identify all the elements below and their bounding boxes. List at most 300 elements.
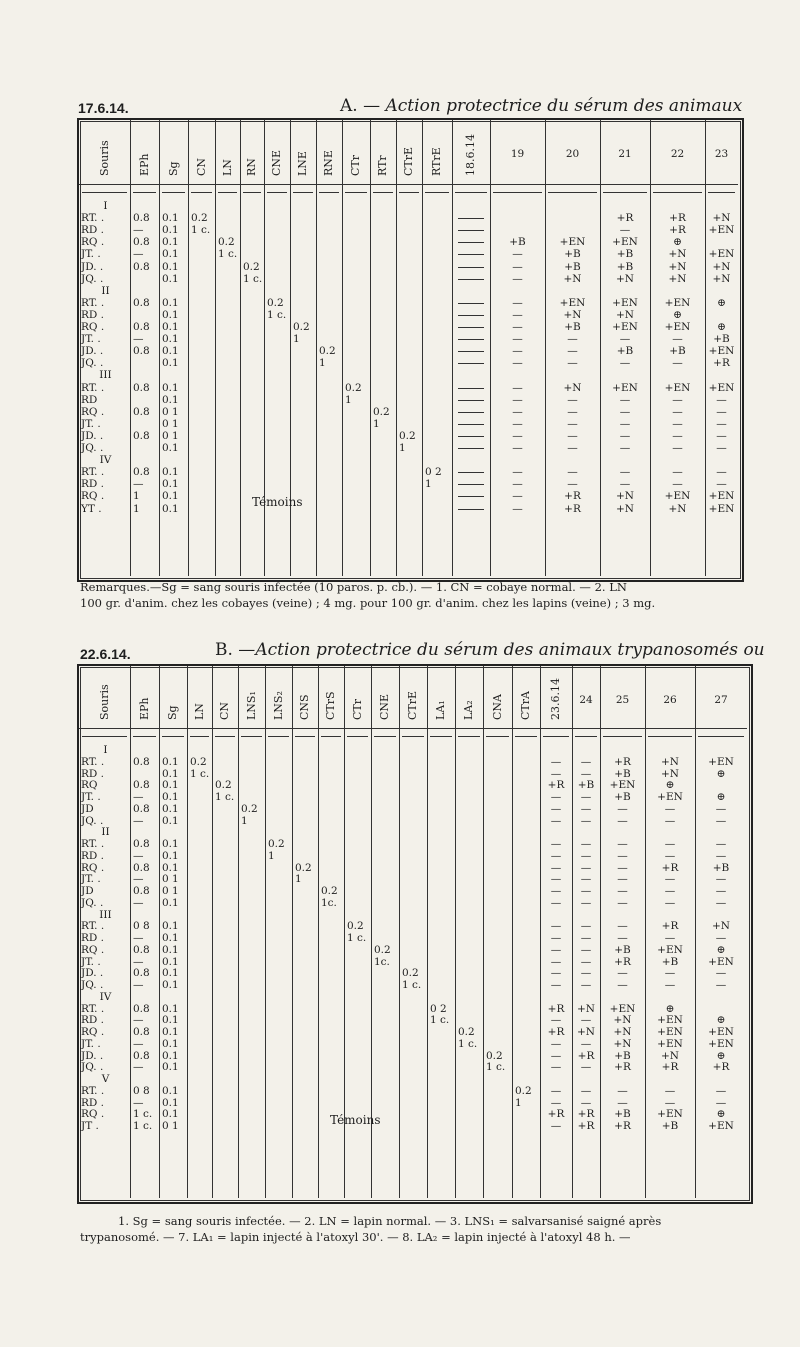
souris-cell: JQ. . bbox=[81, 896, 104, 909]
result-cell: — bbox=[550, 802, 562, 815]
result-cell: — bbox=[580, 967, 592, 980]
souris-cell: JQ. . bbox=[81, 1061, 104, 1074]
result-cell: — bbox=[567, 333, 578, 346]
column-header: RN bbox=[245, 158, 258, 176]
result-cell: ⊕ bbox=[716, 1108, 726, 1121]
result-cell: ⊕ bbox=[673, 308, 682, 321]
result-cell: +EN bbox=[708, 490, 735, 503]
column-rule bbox=[188, 120, 189, 576]
result-cell: +N bbox=[712, 260, 731, 273]
result-cell: ⊕ bbox=[665, 779, 675, 792]
result-cell: — bbox=[617, 896, 628, 909]
result-cell: — bbox=[512, 429, 523, 442]
column-header: LA₁ bbox=[434, 700, 447, 720]
result-cell: — bbox=[580, 791, 592, 803]
result-cell: — bbox=[619, 466, 631, 479]
eph-cell: — bbox=[133, 248, 144, 261]
result-cell: +EN bbox=[657, 1014, 683, 1027]
result-cell: +N bbox=[661, 755, 679, 768]
eph-cell: — bbox=[133, 932, 144, 944]
souris-cell: JQ. . bbox=[81, 442, 104, 454]
result-cell: — bbox=[715, 1096, 727, 1109]
footnote-b-line1: 1. Sg = sang souris infectée. — 2. LN = lapin normal. — 3. LNS₁ = salvarsanisé saigné après bbox=[118, 1214, 662, 1228]
result-cell: +R bbox=[547, 1108, 565, 1121]
column-header: 23.6.14 bbox=[549, 678, 562, 720]
date-dash bbox=[458, 496, 484, 497]
column-header: 27 bbox=[714, 694, 728, 706]
eph-cell: 0 8 bbox=[133, 920, 150, 933]
result-cell: — bbox=[664, 932, 676, 944]
sg-cell: 0.1 bbox=[162, 357, 179, 370]
column-header: LNE bbox=[296, 151, 309, 176]
dose-cell: 0.2 bbox=[319, 345, 336, 358]
souris-cell: RT. . bbox=[81, 212, 105, 225]
result-cell: — bbox=[617, 838, 628, 850]
date-dash bbox=[458, 242, 484, 243]
result-cell: — bbox=[664, 873, 676, 886]
header-dash bbox=[374, 736, 396, 737]
souris-cell: JQ. . bbox=[81, 357, 104, 370]
column-header: CTr bbox=[349, 154, 362, 176]
result-cell: +R bbox=[577, 1049, 595, 1062]
column-rule bbox=[483, 666, 484, 1198]
result-cell: — bbox=[580, 861, 592, 874]
column-rule bbox=[452, 120, 453, 576]
header-dash bbox=[698, 736, 744, 737]
result-cell: — bbox=[550, 943, 562, 956]
result-cell: +B bbox=[661, 1120, 679, 1132]
dose-cell: 1c. bbox=[374, 955, 390, 968]
souris-cell: RD . bbox=[81, 1014, 104, 1027]
date-dash bbox=[458, 230, 484, 231]
souris-cell: IV bbox=[99, 454, 112, 467]
souris-cell: RD bbox=[81, 393, 98, 406]
result-cell: +R bbox=[661, 861, 679, 874]
header-dash bbox=[458, 736, 480, 737]
result-cell: — bbox=[672, 405, 683, 418]
eph-cell: — bbox=[133, 1014, 144, 1027]
sg-cell: 0 1 bbox=[162, 873, 179, 886]
temoins-label: Témoins bbox=[252, 495, 303, 510]
result-cell: — bbox=[550, 896, 562, 909]
souris-cell: RQ . bbox=[81, 1026, 105, 1038]
eph-cell: 0.8 bbox=[133, 755, 150, 768]
result-cell: — bbox=[716, 478, 727, 491]
sg-cell: 0.1 bbox=[162, 212, 179, 225]
souris-cell: RQ . bbox=[81, 321, 105, 333]
column-rule bbox=[422, 120, 423, 576]
souris-cell: JD bbox=[81, 802, 94, 815]
result-cell: +EN bbox=[612, 381, 638, 394]
result-cell: — bbox=[664, 1084, 676, 1097]
result-cell: — bbox=[512, 321, 523, 333]
result-cell: — bbox=[664, 1096, 676, 1109]
souris-cell: RQ . bbox=[81, 236, 105, 249]
result-cell: +R bbox=[564, 502, 581, 515]
result-cell: +EN bbox=[609, 1002, 636, 1015]
souris-cell: RT. . bbox=[81, 920, 105, 933]
result-cell: +B bbox=[713, 333, 730, 346]
date-dash bbox=[458, 424, 484, 425]
souris-cell: RD . bbox=[81, 224, 104, 237]
header-dash bbox=[218, 192, 237, 193]
souris-cell: RQ . bbox=[81, 1108, 105, 1121]
date-dash bbox=[458, 484, 484, 485]
result-cell: — bbox=[567, 429, 578, 442]
column-header: 24 bbox=[579, 694, 593, 706]
result-cell: +EN bbox=[664, 321, 691, 333]
eph-cell: — bbox=[133, 849, 144, 862]
result-cell: +R bbox=[669, 224, 686, 237]
result-cell: — bbox=[716, 466, 727, 479]
result-cell: — bbox=[512, 490, 523, 503]
result-cell: +EN bbox=[559, 296, 586, 309]
date-dash bbox=[458, 279, 484, 280]
column-header: LA₂ bbox=[462, 700, 475, 720]
result-cell: — bbox=[715, 885, 727, 897]
result-cell: — bbox=[672, 333, 683, 346]
result-cell: — bbox=[567, 405, 578, 418]
sg-cell: 0.1 bbox=[162, 1014, 179, 1027]
result-cell: — bbox=[580, 979, 592, 991]
result-cell: ⊕ bbox=[673, 236, 682, 249]
date-dash bbox=[458, 448, 484, 449]
result-cell: — bbox=[567, 393, 578, 406]
result-cell: — bbox=[567, 417, 578, 430]
souris-cell: JT. . bbox=[81, 1037, 101, 1050]
column-header: 22 bbox=[670, 148, 685, 160]
dose-cell: 1 bbox=[319, 357, 326, 370]
eph-cell: — bbox=[133, 955, 144, 968]
result-cell: ⊕ bbox=[716, 943, 726, 956]
dose-cell: 1 c. bbox=[215, 791, 235, 803]
dose-cell: 1 c. bbox=[267, 308, 287, 321]
result-cell: — bbox=[672, 417, 683, 430]
souris-cell: RT. . bbox=[81, 296, 105, 309]
souris-cell: JQ. . bbox=[81, 814, 104, 827]
sg-cell: 0.1 bbox=[162, 955, 179, 968]
date-dash bbox=[458, 363, 484, 364]
header-dash bbox=[575, 736, 597, 737]
souris-cell: V bbox=[101, 1073, 110, 1085]
eph-cell: 0.8 bbox=[133, 429, 150, 442]
result-cell: +R bbox=[616, 212, 634, 225]
title-a: A. — Action protectrice du sérum des animaux bbox=[340, 96, 743, 116]
result-cell: — bbox=[716, 393, 727, 406]
dose-cell: 0.2 bbox=[458, 1026, 475, 1038]
header-dash bbox=[82, 736, 127, 737]
souris-cell: RQ . bbox=[81, 943, 105, 956]
sg-cell: 0.1 bbox=[162, 321, 179, 333]
result-cell: — bbox=[512, 502, 523, 515]
remarks-a-line1: Remarques.—Sg = sang souris infectée (10 paros. p. cb.). — 1. CN = cobaye normal. — 2. LN bbox=[80, 580, 627, 594]
result-cell: — bbox=[672, 478, 683, 491]
result-cell: +N bbox=[661, 767, 679, 780]
column-rule bbox=[265, 666, 266, 1198]
result-cell: ⊕ bbox=[717, 296, 726, 309]
result-cell: — bbox=[619, 442, 631, 454]
result-cell: +R bbox=[712, 1061, 730, 1074]
sg-cell: 0.1 bbox=[162, 1002, 179, 1015]
result-cell: — bbox=[617, 873, 628, 886]
eph-cell: 1 bbox=[133, 490, 140, 503]
result-cell: +EN bbox=[657, 1108, 683, 1121]
result-cell: — bbox=[619, 429, 631, 442]
eph-cell: 0.8 bbox=[133, 321, 150, 333]
sg-cell: 0.1 bbox=[162, 502, 179, 515]
eph-cell: — bbox=[133, 1061, 144, 1074]
result-cell: — bbox=[715, 873, 727, 886]
result-cell: +R bbox=[661, 920, 679, 933]
result-cell: — bbox=[580, 814, 592, 827]
result-cell: +EN bbox=[657, 1037, 683, 1050]
result-cell: — bbox=[550, 932, 562, 944]
sg-cell: 0.1 bbox=[162, 381, 179, 394]
result-cell: — bbox=[617, 979, 628, 991]
souris-cell: RT. . bbox=[81, 1084, 105, 1097]
eph-cell: 0.8 bbox=[133, 861, 150, 874]
result-cell: +N bbox=[563, 308, 582, 321]
footnote-b-line2: trypanosomé. — 7. LA₁ = lapin injecté à l'atoxyl 30'. — 8. LA₂ = lapin injecté à l'atoxyl 48 h. — bbox=[80, 1230, 631, 1244]
eph-cell: — bbox=[133, 1037, 144, 1050]
header-dash bbox=[162, 192, 185, 193]
result-cell: +B bbox=[614, 791, 631, 803]
souris-cell: JD. . bbox=[81, 260, 104, 273]
result-cell: — bbox=[512, 442, 523, 454]
result-cell: — bbox=[580, 943, 592, 956]
result-cell: — bbox=[715, 849, 727, 862]
result-cell: — bbox=[550, 1084, 562, 1097]
column-header: 20 bbox=[565, 148, 580, 160]
sg-cell: 0 1 bbox=[162, 405, 179, 418]
result-cell: +N bbox=[668, 502, 687, 515]
result-cell: ⊕ bbox=[716, 767, 726, 780]
result-cell: +R bbox=[547, 779, 565, 792]
date-dash bbox=[458, 472, 484, 473]
sg-cell: 0.1 bbox=[162, 1108, 179, 1121]
column-rule bbox=[130, 120, 131, 576]
dose-cell: 0.2 bbox=[486, 1049, 503, 1062]
sg-cell: 0.1 bbox=[162, 308, 179, 321]
result-cell: — bbox=[715, 896, 727, 909]
souris-cell: RD . bbox=[81, 1096, 104, 1109]
column-rule bbox=[215, 120, 216, 576]
column-rule bbox=[292, 666, 293, 1198]
souris-cell: JD. . bbox=[81, 1049, 104, 1062]
result-cell: — bbox=[580, 1061, 592, 1074]
eph-cell: 0.8 bbox=[133, 345, 150, 358]
result-cell: +EN bbox=[612, 236, 638, 249]
result-cell: — bbox=[580, 849, 592, 862]
result-cell: +B bbox=[614, 767, 631, 780]
eph-cell: 0.8 bbox=[133, 236, 150, 249]
result-cell: +R bbox=[669, 212, 686, 225]
eph-cell: — bbox=[133, 333, 144, 346]
sg-cell: 0.1 bbox=[162, 943, 179, 956]
dose-cell: 1 bbox=[425, 478, 432, 491]
result-cell: +B bbox=[564, 321, 581, 333]
result-cell: — bbox=[715, 932, 727, 944]
result-cell: +EN bbox=[664, 381, 691, 394]
result-cell: — bbox=[550, 861, 562, 874]
title-b: B. —Action protectrice du sérum des animaux trypanosomés ou bbox=[215, 640, 765, 660]
result-cell: — bbox=[715, 967, 727, 980]
result-cell: — bbox=[550, 873, 562, 886]
souris-cell: RD . bbox=[81, 849, 104, 862]
dose-cell: 1 bbox=[293, 333, 300, 346]
dose-cell: 1 bbox=[399, 442, 406, 454]
header-dash bbox=[486, 736, 509, 737]
dose-cell: 0.2 bbox=[374, 943, 391, 956]
souris-cell: RD . bbox=[81, 308, 104, 321]
result-cell: — bbox=[716, 417, 727, 430]
sg-cell: 0.1 bbox=[162, 755, 179, 768]
result-cell: — bbox=[715, 838, 727, 850]
sg-cell: 0.1 bbox=[162, 466, 179, 479]
result-cell: +EN bbox=[708, 502, 735, 515]
souris-cell: JD. . bbox=[81, 429, 104, 442]
result-cell: ⊕ bbox=[716, 1049, 726, 1062]
result-cell: — bbox=[619, 478, 631, 491]
result-cell: +N bbox=[613, 1037, 632, 1050]
result-cell: +N bbox=[563, 272, 582, 285]
date-dash bbox=[458, 303, 484, 304]
result-cell: +N bbox=[668, 248, 687, 261]
header-rule bbox=[79, 728, 747, 729]
sg-cell: 0.1 bbox=[162, 248, 179, 261]
result-cell: — bbox=[550, 767, 562, 780]
result-cell: — bbox=[580, 873, 592, 886]
column-header: CN bbox=[194, 157, 208, 176]
result-cell: — bbox=[512, 466, 523, 479]
column-header: Sg bbox=[166, 705, 179, 720]
souris-cell: RD . bbox=[81, 932, 104, 944]
result-cell: — bbox=[672, 442, 683, 454]
result-cell: — bbox=[664, 967, 676, 980]
result-cell: — bbox=[664, 885, 676, 897]
date-dash bbox=[458, 327, 484, 328]
result-cell: — bbox=[550, 967, 562, 980]
souris-cell: RT. . bbox=[81, 838, 105, 850]
result-cell: +B bbox=[712, 861, 730, 874]
result-cell: — bbox=[715, 979, 727, 991]
dose-cell: 0.2 bbox=[345, 381, 362, 394]
eph-cell: 0 8 bbox=[133, 1084, 150, 1097]
result-cell: +R bbox=[614, 1120, 631, 1132]
souris-cell: RD . bbox=[81, 478, 104, 491]
result-cell: — bbox=[512, 260, 523, 273]
result-cell: — bbox=[512, 357, 523, 370]
sg-cell: 0.1 bbox=[162, 345, 179, 358]
result-cell: +EN bbox=[708, 1120, 734, 1132]
eph-cell: 0.8 bbox=[133, 967, 150, 980]
result-cell: +N bbox=[616, 502, 634, 515]
column-rule bbox=[427, 666, 428, 1198]
dose-cell: 0.2 bbox=[515, 1084, 532, 1097]
dose-cell: 0.2 bbox=[190, 755, 207, 768]
eph-cell: 0.8 bbox=[133, 885, 150, 897]
column-header: CTr bbox=[350, 698, 364, 720]
dose-cell: 1 bbox=[515, 1096, 522, 1109]
header-dash bbox=[243, 192, 261, 193]
result-cell: — bbox=[512, 417, 523, 430]
column-rule bbox=[370, 120, 371, 576]
result-cell: +N bbox=[668, 260, 687, 273]
sg-cell: 0.1 bbox=[162, 478, 179, 491]
date-dash bbox=[458, 400, 484, 401]
result-cell: +EN bbox=[664, 490, 691, 503]
souris-cell: I bbox=[103, 200, 108, 212]
column-header: 25 bbox=[615, 694, 630, 706]
column-header: LN bbox=[220, 159, 234, 176]
souris-cell: JT. . bbox=[81, 417, 101, 430]
result-cell: +B bbox=[616, 260, 634, 273]
result-cell: — bbox=[672, 466, 683, 479]
result-cell: — bbox=[580, 838, 592, 850]
result-cell: — bbox=[567, 466, 578, 479]
result-cell: — bbox=[567, 478, 578, 491]
eph-cell: — bbox=[133, 478, 144, 491]
column-rule bbox=[342, 120, 343, 576]
result-cell: +R bbox=[577, 1120, 595, 1132]
date-dash bbox=[458, 436, 484, 437]
sg-cell: 0 1 bbox=[162, 885, 179, 897]
sg-cell: 0.1 bbox=[162, 224, 179, 237]
result-cell: — bbox=[580, 1014, 592, 1027]
result-cell: +N bbox=[616, 272, 634, 285]
column-header: CTrS bbox=[324, 691, 337, 720]
result-cell: — bbox=[619, 224, 631, 237]
result-cell: — bbox=[617, 1096, 628, 1109]
sg-cell: 0 1 bbox=[162, 417, 179, 430]
result-cell: — bbox=[550, 849, 562, 862]
souris-cell: JT. . bbox=[81, 873, 101, 886]
result-cell: — bbox=[580, 755, 592, 768]
column-header: 21 bbox=[618, 148, 632, 160]
result-cell: — bbox=[550, 838, 562, 850]
eph-cell: 1 c. bbox=[133, 1120, 153, 1132]
header-rule bbox=[79, 184, 738, 185]
header-dash bbox=[548, 192, 597, 193]
souris-cell: JD. . bbox=[81, 345, 104, 358]
header-dash bbox=[295, 736, 315, 737]
souris-cell: RD . bbox=[81, 767, 104, 780]
header-dash bbox=[345, 192, 367, 193]
sg-cell: 0.1 bbox=[162, 236, 179, 249]
dose-cell: 1 bbox=[241, 814, 248, 827]
header-dash bbox=[190, 736, 209, 737]
result-cell: ⊕ bbox=[716, 791, 726, 803]
result-cell: +N bbox=[563, 381, 582, 394]
column-rule bbox=[187, 666, 188, 1198]
dose-cell: 1 bbox=[345, 393, 352, 406]
date-dash bbox=[458, 412, 484, 413]
date-a: 17.6.14. bbox=[78, 100, 129, 116]
dose-cell: 0.2 bbox=[347, 920, 364, 933]
sg-cell: 0 1 bbox=[162, 1120, 179, 1132]
result-cell: — bbox=[664, 896, 676, 909]
sg-cell: 0.1 bbox=[162, 791, 179, 803]
result-cell: — bbox=[619, 417, 631, 430]
column-rule bbox=[318, 666, 319, 1198]
result-cell: +B bbox=[614, 943, 631, 956]
dose-cell: 1 c. bbox=[190, 767, 210, 780]
eph-cell: — bbox=[133, 896, 144, 909]
column-header: LNS₂ bbox=[271, 691, 285, 720]
date-dash bbox=[458, 509, 484, 510]
dose-cell: 1 c. bbox=[243, 272, 263, 285]
result-cell: — bbox=[617, 861, 628, 874]
